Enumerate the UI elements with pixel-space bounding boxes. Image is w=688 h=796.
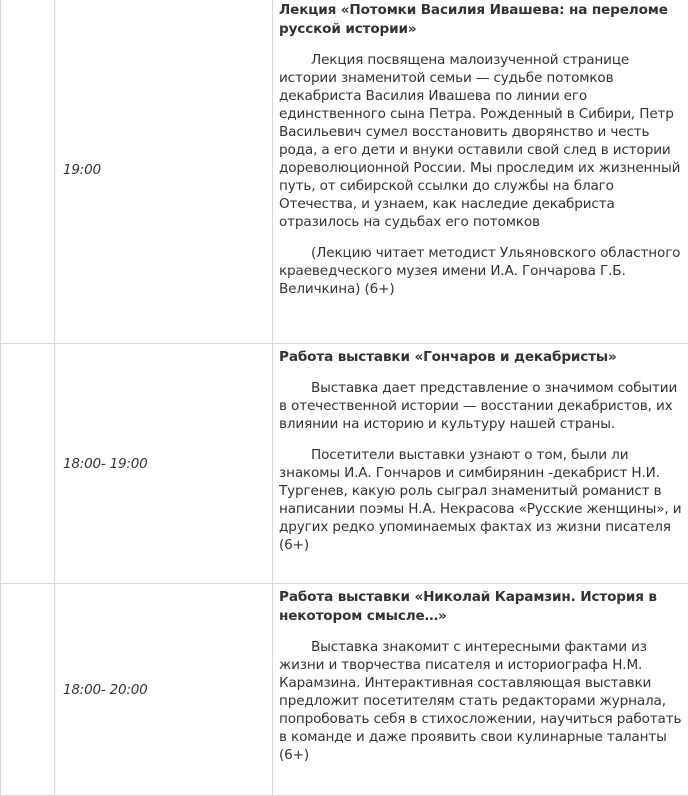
table-row [1,584,688,796]
empty-cell [1,584,55,796]
event-description [273,0,688,344]
empty-cell [1,0,55,344]
event-title: Работа выставки «Гончаров и декабристы» [279,348,682,367]
event-title: Лекция «Потомки Василия Ивашева: на переломе русской истории» [279,1,682,39]
table-row [1,344,688,584]
table-row [1,0,688,344]
event-description [273,584,688,796]
event-paragraph: Выставка знакомит с интересными фактами из жизни и творчества писателя и историографа Н.М. Карамзина. Интерактивная составляющая выставки предложит посетителям стать редакторами журнала, попробовать себя в стихосложении, научиться работать в команде и даже проявить свои кулинарные таланты (6+) [279,638,682,764]
event-time: 18:00- 19:00 [55,344,273,584]
empty-cell [1,344,55,584]
event-time: 19:00 [55,0,273,344]
event-paragraph: (Лекцию читает методист Ульяновского областного краеведческого музея имени И.А. Гончарова Г.Б. Величкина) (6+) [279,244,682,298]
event-title: Работа выставки «Николай Карамзин. История в некотором смысле…» [279,588,682,626]
event-paragraph: Выставка дает представление о значимом событии в отечественной истории — восстании декабристов, их влиянии на историю и культуру нашей страны. [279,379,682,433]
event-paragraph: Лекция посвящена малоизученной странице истории знаменитой семьи — судьбе потомков декабриста Василия Ивашева по линии его единственного сына Петра. Рожденный в Сибири, Петр Васильевич сумел восстановить дворянство и честь рода, а его дети и внуки оставили свой след в истории дореволюционной России. Мы проследим их жизненный путь, от сибирской ссылки до службы на благо Отечества, и узнаем, как наследие декабриста отразилось на судьбах его потомков [279,51,682,231]
event-paragraph: Посетители выставки узнают о том, были ли знакомы И.А. Гончаров и симбирянин -декабрист Н.И. Тургенев, какую роль сыграл знаменитый романист в написании поэмы Н.А. Некрасова «Русские женщины», и других редко упоминаемых фактах из жизни писателя (6+) [279,446,682,554]
event-description [273,344,688,584]
event-time: 18:00- 20:00 [55,584,273,796]
